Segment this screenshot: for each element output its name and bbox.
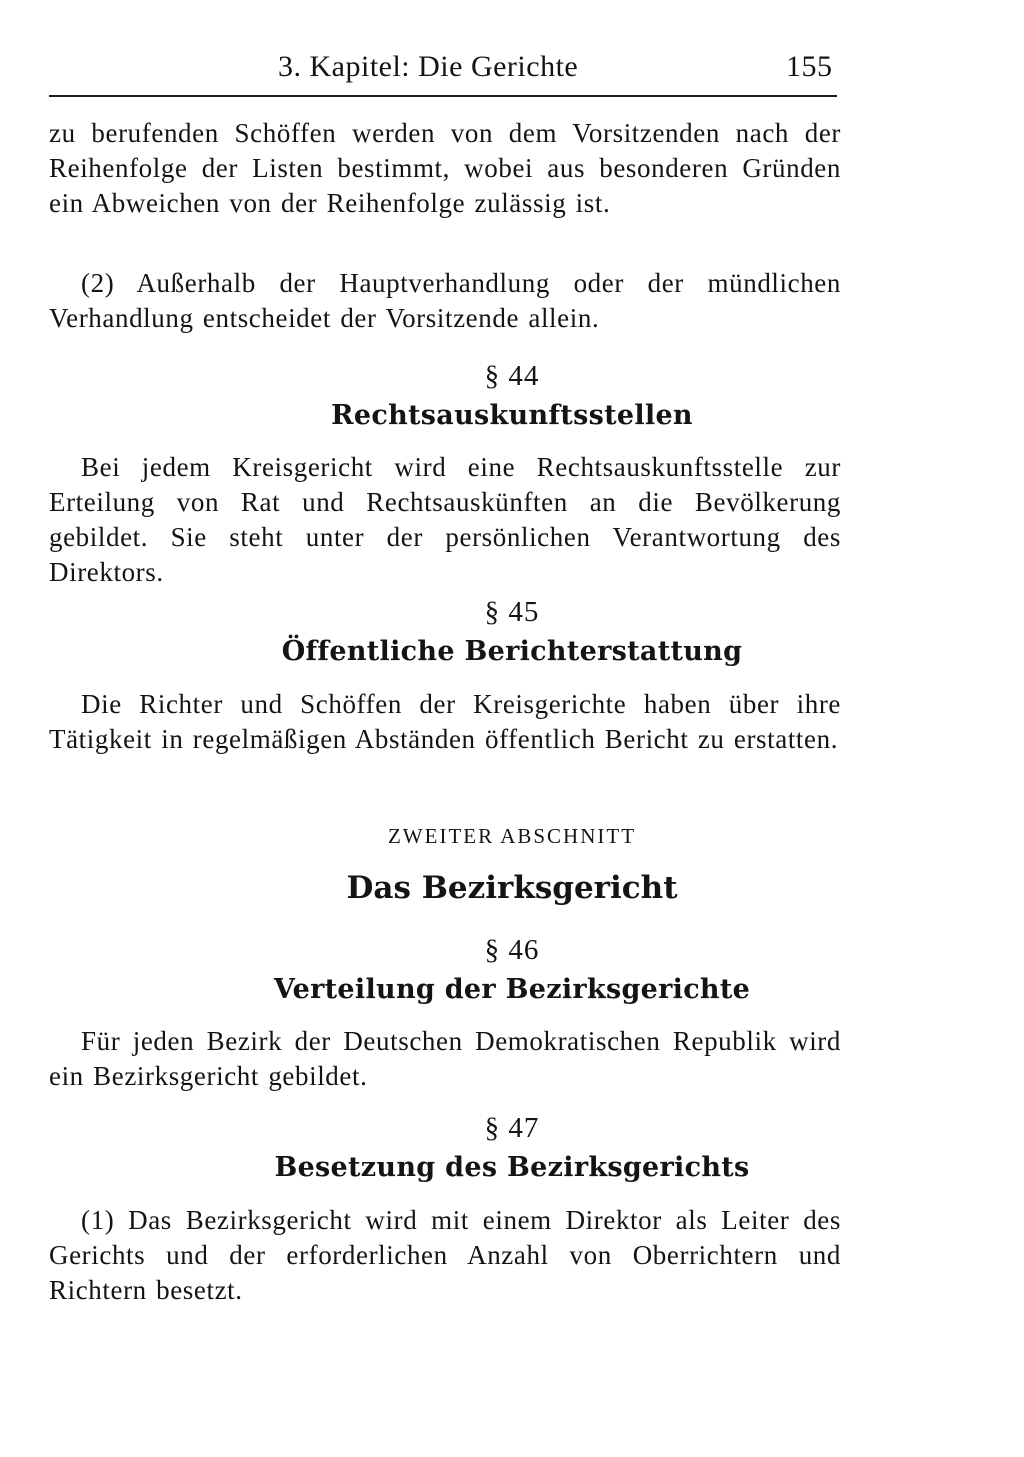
section-47-text: (1) Das Bezirksgericht wird mit einem Direktor als Leiter des Gerichts und der erforderlichen Anzahl von Oberrichtern und Richtern besetzt.: [49, 1205, 841, 1305]
subsection-2-paragraph: (2) Außerhalb der Hauptverhandlung oder der mündlichen Verhandlung entscheidet der Vorsitzende allein.: [49, 268, 841, 333]
section-44-text: Bei jedem Kreisgericht wird eine Rechtsauskunftsstelle zur Erteilung von Rat und Rechtsauskünften an die Bevölkerung gebildet. Sie steht unter der persönlichen Verantwortung des Direktors.: [49, 452, 841, 587]
running-header: [0, 50, 1024, 90]
section-46-text: Für jeden Bezirk der Deutschen Demokratischen Republik wird ein Bezirksgericht gebildet.: [49, 1026, 841, 1091]
section-45-number: § 45: [484, 596, 540, 628]
section-44-title: Rechtsauskunftsstellen: [331, 400, 693, 431]
header-rule: [49, 95, 837, 97]
section-46-number: § 46: [484, 934, 540, 966]
running-title: 3. Kapitel: Die Gerichte: [278, 50, 579, 83]
section-45-title: Öffentliche Berichterstattung: [281, 636, 743, 667]
part-title: Das Bezirksgericht: [346, 870, 678, 906]
part-label: ZWEITER ABSCHNITT: [387, 824, 637, 848]
section-47-title: Besetzung des Bezirksgerichts: [274, 1152, 750, 1183]
section-47-number: § 47: [484, 1112, 540, 1144]
page-number: 155: [786, 50, 833, 83]
section-44-number: § 44: [484, 360, 540, 392]
continuation-paragraph: zu berufenden Schöffen werden von dem Vorsitzenden nach der Reihenfolge der Listen bestimmt, wobei aus besonderen Gründen ein Abweichen von der Reihenfolge zulässig ist.: [49, 118, 841, 218]
section-45-text: Die Richter und Schöffen der Kreisgerichte haben über ihre Tätigkeit in regelmäßigen Abständen öffentlich Bericht zu erstatten.: [49, 689, 841, 754]
section-46-title: Verteilung der Bezirksgerichte: [273, 974, 751, 1005]
